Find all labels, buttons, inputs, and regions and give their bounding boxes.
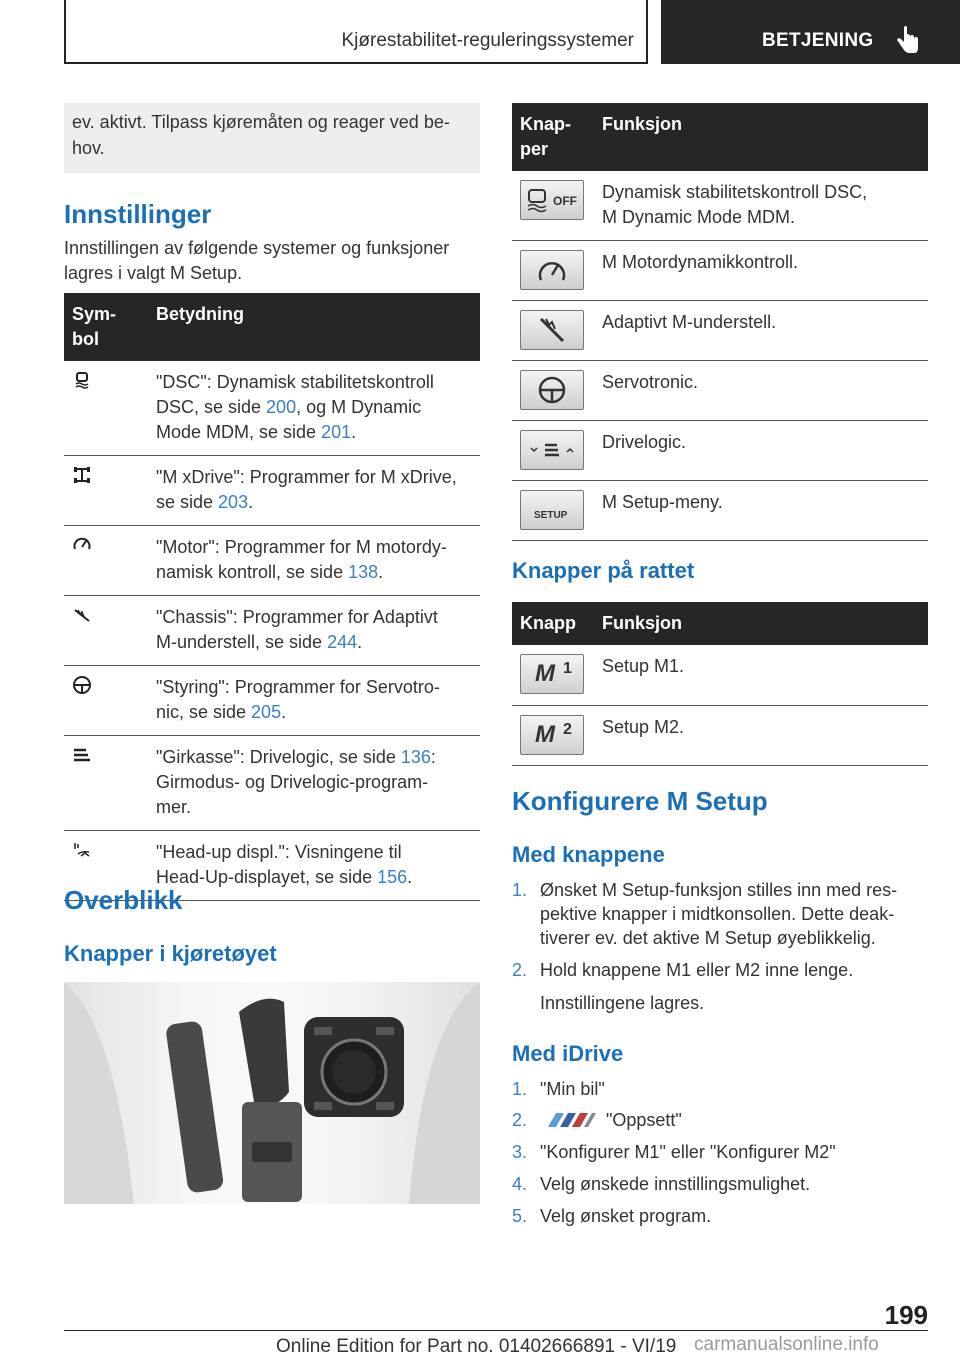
- table-header-row: [512, 602, 928, 645]
- table-row: [64, 666, 480, 736]
- row-text: M-understell, se side: [156, 632, 328, 652]
- table-row: [64, 361, 480, 456]
- settings-intro: [64, 236, 449, 286]
- footer-divider: [64, 1330, 928, 1331]
- with-buttons-heading: Med knappene: [512, 842, 665, 867]
- column-header-buttons-line-2: per: [520, 139, 549, 159]
- button-cell: [512, 171, 594, 241]
- page-link[interactable]: 205: [251, 702, 282, 722]
- function-cell: [594, 421, 928, 481]
- column-header-button: Knapp: [512, 602, 594, 645]
- table-header-row: [512, 103, 928, 171]
- page-link[interactable]: 203: [218, 492, 249, 512]
- headup-display-icon: [72, 840, 92, 860]
- m2-button-icon: [520, 715, 584, 755]
- row-text: M Dynamic Mode MDM.: [602, 207, 796, 227]
- row-text: "M xDrive": Programmer for M xDrive,: [156, 467, 457, 487]
- overview-heading: Overblikk: [64, 885, 183, 915]
- table-row: [512, 645, 928, 705]
- meaning-cell: [148, 666, 480, 736]
- with-buttons-step-1: [512, 878, 928, 958]
- step-number: 4.: [512, 1174, 528, 1194]
- row-text: .: [281, 702, 287, 722]
- page-link[interactable]: 200: [266, 397, 297, 417]
- pointing-hand-icon: [895, 26, 921, 54]
- header-chapter-label: BETJENING: [762, 30, 874, 51]
- row-text: DSC, se side: [156, 397, 267, 417]
- watermark: carmanualsonline.info: [694, 1334, 879, 1355]
- column-header-symbol-line-2: bol: [72, 329, 99, 349]
- m-stripes-icon: [542, 1111, 598, 1129]
- step-text: "Min bil": [540, 1079, 605, 1099]
- table-row: [64, 456, 480, 526]
- steering-wheel-icon: [72, 675, 92, 695]
- meaning-cell: [148, 526, 480, 596]
- suspension-button-icon: [520, 310, 584, 350]
- button-cell: [512, 481, 594, 541]
- function-cell: [594, 361, 928, 421]
- step-text: Velg ønsket program.: [540, 1206, 712, 1226]
- step-text: "Oppsett": [606, 1110, 682, 1130]
- table-row: [64, 736, 480, 831]
- function-cell: [594, 645, 928, 705]
- step-text: "Konfigurer M1" eller "Konfigurer M2": [540, 1142, 836, 1162]
- steering-buttons-table: [512, 602, 928, 766]
- steering-buttons-heading: Knapper på rattet: [512, 558, 695, 583]
- button-cell: [512, 421, 594, 481]
- step-text: Ønsket M Setup-funksjon stilles inn med res-: [540, 880, 898, 900]
- gearbox-icon: [72, 745, 92, 765]
- with-idrive-heading: Med iDrive: [512, 1041, 624, 1066]
- note-line-1: ev. aktivt. Tilpass kjøremåten og reager ved be-: [72, 112, 450, 132]
- with-buttons-step-2: [512, 958, 928, 984]
- header-section-title: Kjørestabilitet-reguleringssystemer: [341, 30, 634, 51]
- table-row: [64, 596, 480, 666]
- symbol-cell: [64, 361, 148, 456]
- table-row: [512, 481, 928, 541]
- button-cell: [512, 241, 594, 301]
- function-cell: [594, 241, 928, 301]
- row-text: Girmodus- og Drivelogic-program-: [156, 772, 429, 792]
- button-cell: [512, 645, 594, 705]
- row-text: namisk kontroll, se side: [156, 562, 349, 582]
- step-number: 5.: [512, 1206, 528, 1226]
- table-row: [512, 241, 928, 301]
- symbol-cell: [64, 596, 148, 666]
- note-box: [64, 103, 480, 173]
- suspension-icon: [72, 605, 92, 625]
- symbol-cell: [64, 666, 148, 736]
- row-text: , og M Dynamic: [296, 397, 422, 417]
- step-text: tiverer ev. det aktive M Setup øyeblikkelig.: [540, 928, 876, 948]
- table-row: [512, 705, 928, 765]
- row-text: .: [357, 632, 363, 652]
- meaning-cell: [148, 831, 480, 901]
- column-header-symbol: [64, 293, 148, 361]
- button-cell: [512, 361, 594, 421]
- dsc-car-icon: [72, 370, 92, 390]
- setup-button-label: SETUP: [534, 510, 568, 521]
- row-text: mer.: [156, 797, 192, 817]
- configure-heading: Konfigurere M Setup: [512, 786, 768, 816]
- row-text: Setup M1.: [602, 656, 685, 676]
- row-text: Setup M2.: [602, 716, 685, 737]
- row-text: M Motordynamikkontroll.: [602, 252, 799, 272]
- row-text: .: [407, 867, 413, 887]
- row-text: .: [351, 422, 357, 442]
- row-text: "Styring": Programmer for Servotro-: [156, 677, 440, 697]
- meaning-cell: [148, 456, 480, 526]
- row-text: nic, se side: [156, 702, 252, 722]
- settings-intro-line-1: Innstillingen av følgende systemer og funksjoner: [64, 238, 450, 258]
- row-text: Drivelogic.: [602, 432, 687, 452]
- step-text: pektive knapper i midtkonsollen. Dette deak-: [540, 904, 895, 924]
- header-chapter-tab: [661, 0, 960, 64]
- settings-heading: Innstillinger: [64, 199, 212, 229]
- symbol-cell: [64, 736, 148, 831]
- row-text: Servotronic.: [602, 372, 699, 392]
- page-link[interactable]: 156: [377, 867, 408, 887]
- row-text: .: [248, 492, 254, 512]
- symbol-cell: [64, 456, 148, 526]
- idrive-step-4: [512, 1172, 928, 1198]
- footer-edition: Online Edition for Part no. 01402666891 - VI/19: [276, 1336, 677, 1357]
- step-number: 3.: [512, 1142, 528, 1162]
- function-cell: [594, 301, 928, 361]
- header-section-box: [64, 0, 648, 64]
- row-text: se side: [156, 492, 219, 512]
- settings-intro-line-2: lagres i valgt M Setup.: [64, 263, 243, 283]
- column-header-buttons: [512, 103, 594, 171]
- row-text: "Motor": Programmer for M motordy-: [156, 537, 447, 557]
- page-number: 199: [884, 1300, 928, 1330]
- page-link[interactable]: 201: [321, 422, 352, 442]
- row-text: Adaptivt M-understell.: [602, 312, 777, 332]
- row-text: M Setup-meny.: [602, 492, 723, 512]
- table-row: [512, 301, 928, 361]
- row-text: "Girkasse": Drivelogic, se side: [156, 747, 401, 767]
- idrive-step-1: [512, 1077, 928, 1103]
- servotronic-button-icon: [520, 370, 584, 410]
- vehicle-buttons-heading: Knapper i kjøretøyet: [64, 941, 277, 966]
- xdrive-axle-icon: [72, 465, 92, 485]
- m1-button-mark: M: [535, 660, 555, 687]
- row-text: "Chassis": Programmer for Adaptivt: [156, 607, 438, 627]
- row-text: Dynamisk stabilitetskontroll DSC,: [602, 182, 868, 202]
- page-link[interactable]: 136: [400, 747, 431, 767]
- function-cell: [594, 481, 928, 541]
- row-text: :: [430, 747, 436, 767]
- column-header-meaning: Betydning: [148, 293, 480, 361]
- m2-button-mark: M: [535, 720, 555, 748]
- row-text: "Head-up displ.": Visningene til: [156, 842, 402, 862]
- column-header-function: Funksjon: [594, 103, 928, 171]
- meaning-cell: [148, 596, 480, 666]
- settings-symbol-table: [64, 293, 480, 901]
- column-header-buttons-line-1: Knap-: [520, 114, 571, 134]
- step-text: Velg ønskede innstillingsmulighet.: [540, 1174, 811, 1194]
- note-line-2: hov.: [72, 138, 105, 158]
- page-link[interactable]: 138: [348, 562, 379, 582]
- m2-button-digit: 2: [563, 720, 572, 738]
- row-text: Head-Up-displayet, se side: [156, 867, 378, 887]
- center-console-illustration: [64, 982, 480, 1204]
- function-cell: [594, 171, 928, 241]
- console-buttons-table: [512, 103, 928, 541]
- table-row: [512, 171, 928, 241]
- column-header-function: Funksjon: [594, 602, 928, 645]
- button-cell: [512, 301, 594, 361]
- idrive-step-3: [512, 1140, 928, 1166]
- row-text: "DSC": Dynamisk stabilitetskontroll: [156, 372, 434, 392]
- center-console-photo: [64, 982, 480, 1204]
- table-row: [64, 526, 480, 596]
- function-cell: [594, 705, 928, 765]
- meaning-cell: [148, 736, 480, 831]
- page-link[interactable]: 244: [327, 632, 358, 652]
- symbol-cell: [64, 526, 148, 596]
- column-header-symbol-line-1: Sym-: [72, 304, 117, 324]
- step-number: 1.: [512, 880, 528, 900]
- row-text: .: [378, 562, 384, 582]
- settings-saved-text: Innstillingene lagres.: [540, 993, 705, 1013]
- idrive-step-5: [512, 1204, 928, 1230]
- step-number: 2.: [512, 960, 528, 980]
- idrive-step-2: [512, 1108, 928, 1134]
- button-cell: [512, 705, 594, 765]
- step-number: 1.: [512, 1079, 528, 1099]
- engine-dynamics-button-icon: [520, 250, 584, 290]
- meaning-cell: [148, 361, 480, 456]
- step-text: Hold knappene M1 eller M2 inne lenge.: [540, 960, 854, 980]
- svg-text:OFF: OFF: [553, 194, 577, 208]
- table-row: [512, 361, 928, 421]
- setup-button-icon: [520, 490, 584, 530]
- m1-button-digit: 1: [563, 660, 572, 677]
- row-text: Mode MDM, se side: [156, 422, 322, 442]
- step-number: 2.: [512, 1110, 528, 1130]
- table-header-row: [64, 293, 480, 361]
- dsc-off-button-icon: [520, 180, 584, 220]
- m1-button-icon: [520, 654, 584, 694]
- engine-gauge-icon: [72, 535, 92, 555]
- drivelogic-button-icon: [520, 430, 584, 470]
- table-row: [512, 421, 928, 481]
